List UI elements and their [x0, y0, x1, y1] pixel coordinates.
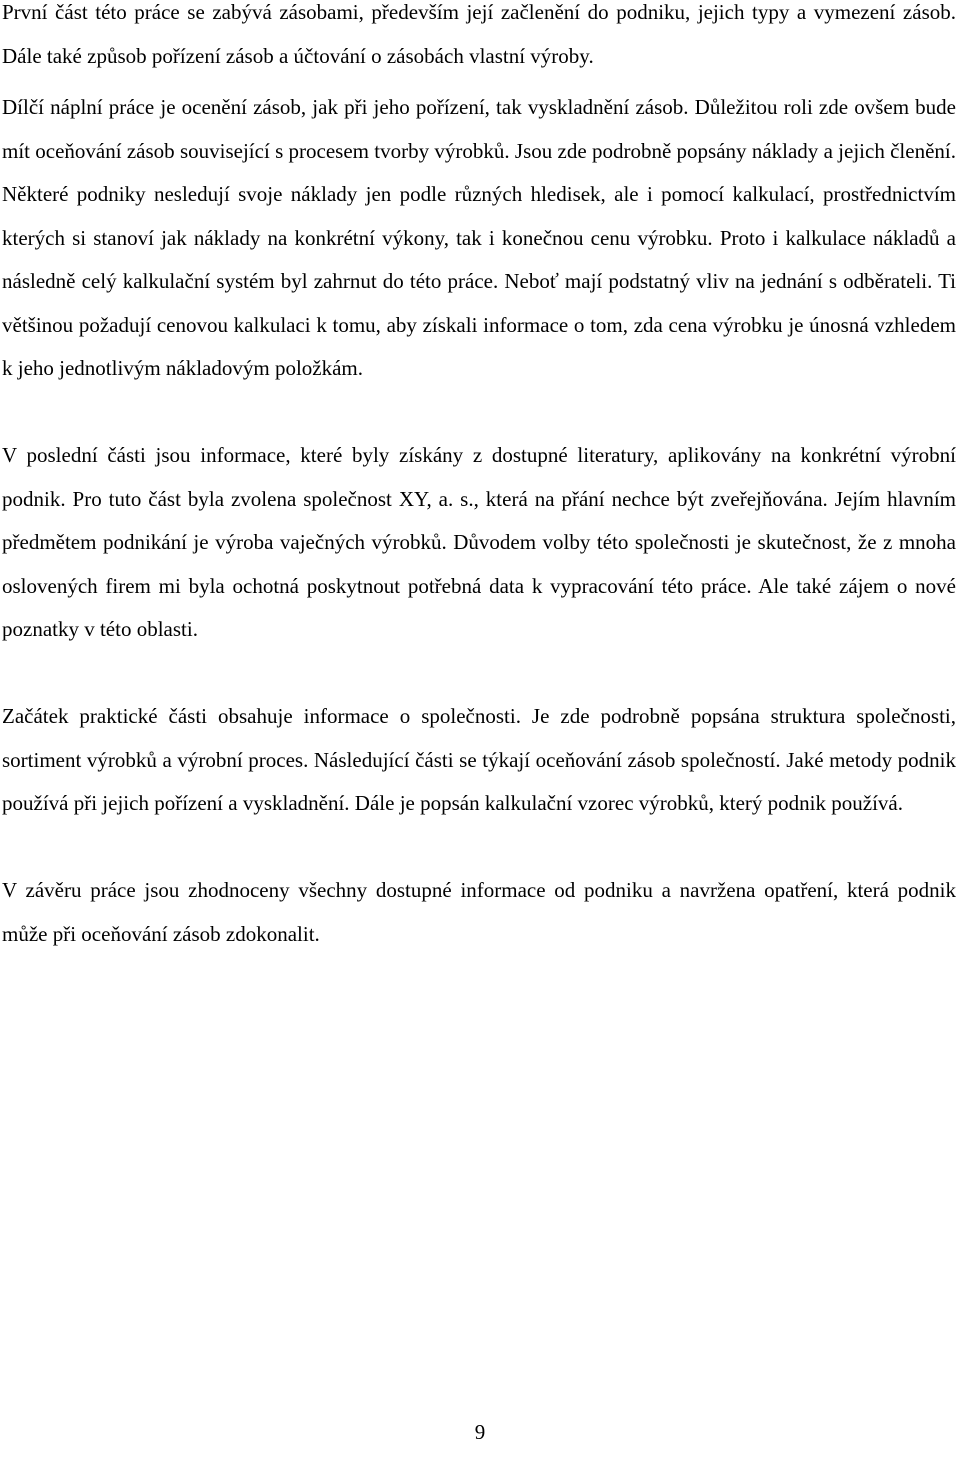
paragraph-spacer	[2, 652, 956, 696]
paragraph-spacer	[2, 78, 956, 86]
paragraph-spacer	[2, 391, 956, 435]
paragraph-conclusion: V závěru práce jsou zhodnoceny všechny dostupné informace od podniku a navržena opatření, která podnik může při oceňování zásob zdokonalit.	[2, 878, 956, 946]
paragraph-application: V poslední části jsou informace, které byly získány z dostupné literatury, aplikovány na konkrétní výrobní podnik. Pro tuto část byla zvolena společnost XY, a. s., která na přání nechce být zveřejňována. Jejím hlavním předmětem podnikání je výroba vaječných výrobků. Důvodem volby této společnosti je skutečnost, že z mnoha oslovených firem mi byla ochotná poskytnout potřebná data k vypracování této práce. Ale také zájem o nové poznatky v této oblasti.	[2, 443, 956, 641]
paragraph-spacer	[2, 826, 956, 870]
paragraph-intro: První část této práce se zabývá zásobami, především její začlenění do podniku, jejich typy a vymezení zásob. Dále také způsob pořízení zásob a účtování o zásobách vlastní výroby.	[2, 0, 956, 68]
paragraph-practical-part: Začátek praktické části obsahuje informace o společnosti. Je zde podrobně popsána struktura společnosti, sortiment výrobků a výrobní proces. Následující části se týkají oceňování zásob společností. Jaké metody podnik používá při jejich pořízení a vyskladnění. Dále je popsán kalkulační vzorec výrobků, který podnik používá.	[2, 704, 956, 815]
page-number: 9	[474, 1420, 486, 1444]
paragraph-valuation: Dílčí náplní práce je ocenění zásob, jak při jeho pořízení, tak vyskladnění zásob. Důležitou roli zde ovšem bude mít oceňování zásob související s procesem tvorby výrobků. Jsou zde podrobně popsány náklady a jejich členění. Některé podniky nesledují svoje náklady jen podle různých hledisek, ale i pomocí kalkulací, prostřednictvím kterých si stanoví jak náklady na konkrétní výkony, tak i konečnou cenu výrobku. Proto i kalkulace nákladů a následně celý kalkulační systém byl zahrnut do této práce. Neboť mají podstatný vliv na jednání s odběrateli. Ti většinou požadují cenovou kalkulaci k tomu, aby získali informace o tom, zda cena výrobku je únosná vzhledem k jeho jednotlivým nákladovým položkám.	[2, 95, 956, 380]
document-body	[2, 0, 956, 956]
